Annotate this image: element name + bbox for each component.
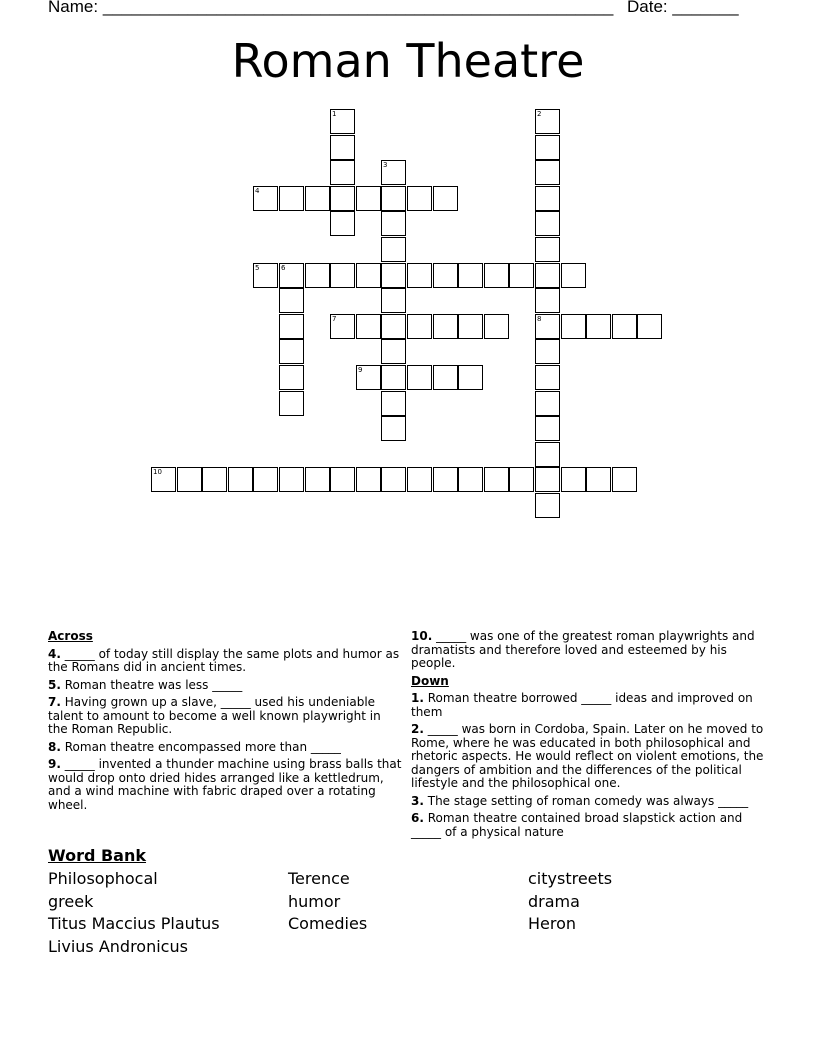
clue-number: 8 [537, 315, 542, 323]
crossword-cell[interactable] [535, 339, 560, 364]
word-bank-column-3 [528, 868, 612, 936]
crossword-cell[interactable] [407, 365, 432, 390]
crossword-cell[interactable] [381, 160, 406, 185]
crossword-cell[interactable] [433, 365, 458, 390]
crossword-cell[interactable] [381, 186, 406, 211]
crossword-cell[interactable] [535, 365, 560, 390]
across-heading: Across [48, 629, 93, 643]
word-bank-title: Word Bank [48, 846, 147, 865]
crossword-cell[interactable] [586, 467, 611, 492]
clue-number: 7 [332, 315, 337, 323]
crossword-cell[interactable] [381, 391, 406, 416]
crossword-cell[interactable] [279, 467, 304, 492]
crossword-cell[interactable] [458, 365, 483, 390]
crossword-cell[interactable] [433, 186, 458, 211]
crossword-cell[interactable] [279, 339, 304, 364]
word-bank-item: Terence [288, 869, 350, 888]
crossword-cell[interactable] [381, 339, 406, 364]
crossword-cell[interactable] [535, 263, 560, 288]
crossword-cell[interactable] [381, 365, 406, 390]
clue-down-3: 3. The stage setting of roman comedy was always _____ [411, 793, 749, 808]
clue-across-4: 4. _____ of today still display the same plots and humor as the Romans did in ancient times. [48, 646, 400, 674]
crossword-cell[interactable] [356, 314, 381, 339]
crossword-cell[interactable] [535, 391, 560, 416]
clues-right-column [411, 630, 771, 843]
name-line: ______________________________________________________ [102, 0, 614, 16]
crossword-cell[interactable] [202, 467, 227, 492]
crossword-cell[interactable] [330, 186, 355, 211]
clue-across-10: 10. _____ was one of the greatest roman playwrights and dramatists and therefore loved and esteemed by his people. [411, 629, 755, 670]
crossword-cell[interactable] [484, 314, 509, 339]
crossword-cell[interactable] [535, 416, 560, 441]
clues-left-column [48, 630, 404, 816]
crossword-cell[interactable] [381, 263, 406, 288]
crossword-cell[interactable] [381, 237, 406, 262]
word-bank-item: humor [288, 891, 341, 911]
crossword-cell[interactable] [253, 263, 278, 288]
date-label: Date: [627, 0, 668, 16]
clue-number: 9 [358, 366, 363, 374]
crossword-cell[interactable] [330, 211, 355, 236]
crossword-cell[interactable] [177, 467, 202, 492]
crossword-cell[interactable] [535, 442, 560, 467]
clue-across-5: 5. Roman theatre was less _____ [48, 677, 243, 692]
crossword-cell[interactable] [305, 467, 330, 492]
crossword-cell[interactable] [305, 186, 330, 211]
crossword-cell[interactable] [381, 467, 406, 492]
crossword-cell[interactable] [330, 263, 355, 288]
crossword-cell[interactable] [356, 467, 381, 492]
crossword-cell[interactable] [407, 467, 432, 492]
crossword-cell[interactable] [535, 211, 560, 236]
crossword-cell[interactable] [151, 467, 176, 492]
date-field [627, 0, 739, 17]
crossword-cell[interactable] [356, 186, 381, 211]
crossword-cell[interactable] [535, 160, 560, 185]
crossword-cell[interactable] [535, 493, 560, 518]
crossword-cell[interactable] [356, 365, 381, 390]
crossword-cell[interactable] [330, 160, 355, 185]
crossword-cell[interactable] [535, 467, 560, 492]
crossword-cell[interactable] [330, 467, 355, 492]
crossword-cell[interactable] [279, 391, 304, 416]
clue-number: 10 [153, 468, 162, 476]
word-bank-item: Philosophocal [48, 869, 158, 888]
clue-across-8: 8. Roman theatre encompassed more than _____ [48, 739, 341, 754]
word-bank-column-2 [288, 868, 367, 936]
crossword-cell[interactable] [381, 211, 406, 236]
clue-down-2: 2. _____ was born in Cordoba, Spain. Later on he moved to Rome, where he was educated in both philosophical and rhetoric aspects. He would reflect on violent emotions, the dangers of ambition and the differences of the political lifestyle and the philosophical one. [411, 722, 764, 790]
name-label: Name: [48, 0, 99, 16]
word-bank-column-1 [48, 868, 220, 958]
crossword-cell[interactable] [279, 288, 304, 313]
crossword-cell[interactable] [381, 314, 406, 339]
crossword-cell[interactable] [228, 467, 253, 492]
clue-across-7: 7. Having grown up a slave, _____ used his undeniable talent to amount to become a well known playwright in the Roman Republic. [48, 695, 381, 736]
clue-down-6: 6. Roman theatre contained broad slapstick action and _____ of a physical nature [411, 811, 743, 839]
clue-across-9: 9. _____ invented a thunder machine using brass balls that would drop onto dried hides arranged like a kettledrum, and a wind machine with fabric draped over a rotating wheel. [48, 757, 402, 812]
crossword-cell[interactable] [279, 263, 304, 288]
crossword-cell[interactable] [458, 314, 483, 339]
crossword-cell[interactable] [305, 263, 330, 288]
clue-number: 2 [537, 110, 542, 118]
crossword-cell[interactable] [458, 263, 483, 288]
crossword-cell[interactable] [509, 467, 534, 492]
crossword-cell[interactable] [407, 263, 432, 288]
crossword-cell[interactable] [535, 314, 560, 339]
clue-number: 6 [281, 264, 286, 272]
crossword-cell[interactable] [484, 467, 509, 492]
crossword-cell[interactable] [381, 416, 406, 441]
crossword-cell[interactable] [561, 263, 586, 288]
crossword-cell[interactable] [407, 314, 432, 339]
word-bank-item: greek [48, 891, 94, 911]
crossword-cell[interactable] [484, 263, 509, 288]
crossword-cell[interactable] [433, 263, 458, 288]
crossword-cell[interactable] [381, 288, 406, 313]
word-bank-item: drama [528, 891, 580, 911]
crossword-cell[interactable] [330, 109, 355, 134]
word-bank-item: citystreets [528, 869, 613, 888]
clue-number: 3 [383, 161, 388, 169]
crossword-cell[interactable] [279, 314, 304, 339]
crossword-cell[interactable] [253, 186, 278, 211]
crossword-cell[interactable] [561, 467, 586, 492]
word-bank-item: Livius Andronicus [48, 936, 188, 956]
crossword-cell[interactable] [330, 314, 355, 339]
crossword-cell[interactable] [356, 263, 381, 288]
crossword-cell[interactable] [279, 186, 304, 211]
crossword-cell[interactable] [561, 314, 586, 339]
crossword-cell[interactable] [407, 186, 432, 211]
name-field [48, 0, 613, 17]
crossword-cell[interactable] [279, 365, 304, 390]
word-bank-item: Heron [528, 914, 577, 933]
crossword-cell[interactable] [612, 467, 637, 492]
date-line: _______ [672, 0, 739, 16]
clue-down-1: 1. Roman theatre borrowed _____ ideas and improved on them [411, 691, 753, 719]
crossword-cell[interactable] [433, 467, 458, 492]
crossword-cell[interactable] [509, 263, 534, 288]
clue-number: 1 [332, 110, 337, 118]
clue-number: 4 [255, 187, 260, 195]
page-title: Roman Theatre [231, 34, 585, 88]
crossword-cell[interactable] [330, 135, 355, 160]
crossword-cell[interactable] [535, 109, 560, 134]
down-heading: Down [411, 673, 449, 688]
crossword-cell[interactable] [586, 314, 611, 339]
crossword-cell[interactable] [458, 467, 483, 492]
crossword-cell[interactable] [535, 288, 560, 313]
crossword-cell[interactable] [535, 135, 560, 160]
clue-number: 5 [255, 264, 260, 272]
crossword-cell[interactable] [612, 314, 637, 339]
crossword-cell[interactable] [253, 467, 278, 492]
crossword-cell[interactable] [637, 314, 662, 339]
crossword-cell[interactable] [433, 314, 458, 339]
word-bank-item: Titus Maccius Plautus [48, 914, 220, 933]
crossword-cell[interactable] [535, 186, 560, 211]
crossword-cell[interactable] [535, 237, 560, 262]
word-bank-item: Comedies [288, 914, 368, 933]
